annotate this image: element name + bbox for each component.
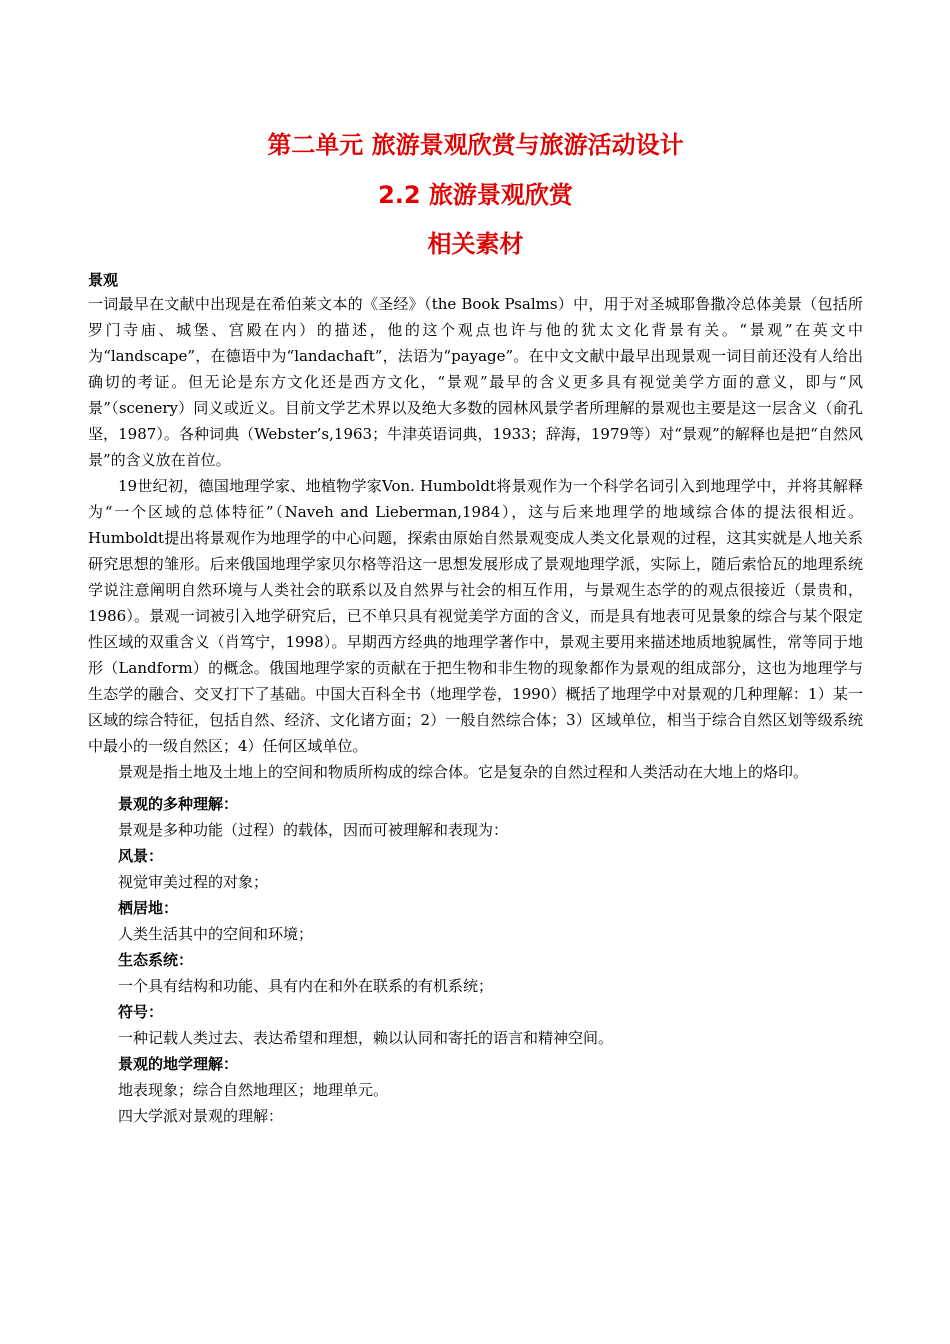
paragraph-2: 19世纪初，德国地理学家、地植物学家Von. Humboldt将景观作为一个科学名词引入到地理学中，并将其解释为“一个区域的总体特征”（Naveh and Lieberman,1984），这与后来地理学的地域综合体的提法很相近。Humboldt提出将景观作为地理学的中心问题，探索由原始自然景观变成人类文化景观的过程，这其实就是人地关系研究思想的雏形。后来俄国地理学家贝尔格等沿这一思想发展形成了景观地理学派，实际上，随后索恰瓦的地理系统学说注意阐明自然环境与人类社会的联系以及自然界与社会的相互作用，与景观生态学的的观点很接近（景贵和，1986）。景观一词被引入地学研究后，已不单只具有视觉美学方面的含义，而是具有地表可见景象的综合与某个限定性区域的双重含义（肖笃宁，1998）。早期西方经典的地理学著作中，景观主要用来描述地质地貌属性，常等同于地形（Landform）的概念。俄国地理学家的贡献在于把生物和非生物的现象都作为景观的组成部分，这也为地理学与生态学的融合、交叉打下了基础。中国大百科全书（地理学卷，1990）概括了地理学中对景观的几种理解：1）某一区域的综合特征，包括自然、经济、文化诸方面；2）一般自然综合体；3）区域单位，相当于综合自然区划等级系统中最小的一级自然区；4）任何区域单位。 (88, 477, 863, 755)
geo-text: 地表现象；综合自然地理区；地理单元。 (118, 1081, 389, 1099)
paragraph-3: 景观是指土地及土地上的空间和物质所构成的综合体。它是复杂的自然过程和人类活动在大地上的烙印。 (118, 763, 809, 781)
understanding-intro: 景观是多种功能（过程）的载体，因而可被理解和表现为： (118, 821, 509, 839)
unit-title: 第二单元 旅游景观欣赏与旅游活动设计 (267, 131, 684, 159)
item-text-symbol: 一种记载人类过去、表达希望和理想，赖以认同和寄托的语言和精神空间。 (118, 1029, 614, 1047)
item-text-scenery: 视觉审美过程的对象； (118, 873, 269, 891)
item-label-ecosystem: 生态系统： (118, 951, 194, 969)
schools-text: 四大学派对景观的理解： (118, 1107, 284, 1125)
item-label-symbol: 符号： (118, 1003, 164, 1021)
landscape-heading: 景观 (88, 271, 119, 289)
item-label-scenery: 风景： (118, 847, 164, 865)
document-page (88, 130, 863, 1129)
section-title: 2.2 旅游景观欣赏 (378, 181, 573, 209)
geo-heading: 景观的地学理解： (118, 1055, 239, 1073)
understanding-heading: 景观的多种理解： (118, 795, 239, 813)
material-title: 相关素材 (427, 230, 524, 258)
item-text-ecosystem: 一个具有结构和功能、具有内在和外在联系的有机系统； (118, 977, 494, 995)
item-text-habitat: 人类生活其中的空间和环境； (118, 925, 314, 943)
paragraph-1: 一词最早在文献中出现是在希伯莱文本的《圣经》（the Book Psalms）中，用于对圣城耶鲁撒冷总体美景（包括所罗门寺庙、城堡、宫殿在内）的描述，他的这个观点也许与他的犹太文化背景有关。“景观”在英文中为“landscape”，在德语中为“landachaft”，法语为“payage”。在中文文献中最早出现景观一词目前还没有人给出确切的考证。但无论是东方文化还是西方文化，“景观”最早的含义更多具有视觉美学方面的意义，即与“风景”（scenery）同义或近义。目前文学艺术界以及绝大多数的园林风景学者所理解的景观也主要是这一层含义（俞孔坚，1987）。各种词典（Webster’s,1963；牛津英语词典，1933；辞海，1979等）对“景观”的解释也是把“自然风景”的含义放在首位。 (88, 295, 863, 469)
item-label-habitat: 栖居地： (118, 899, 179, 917)
